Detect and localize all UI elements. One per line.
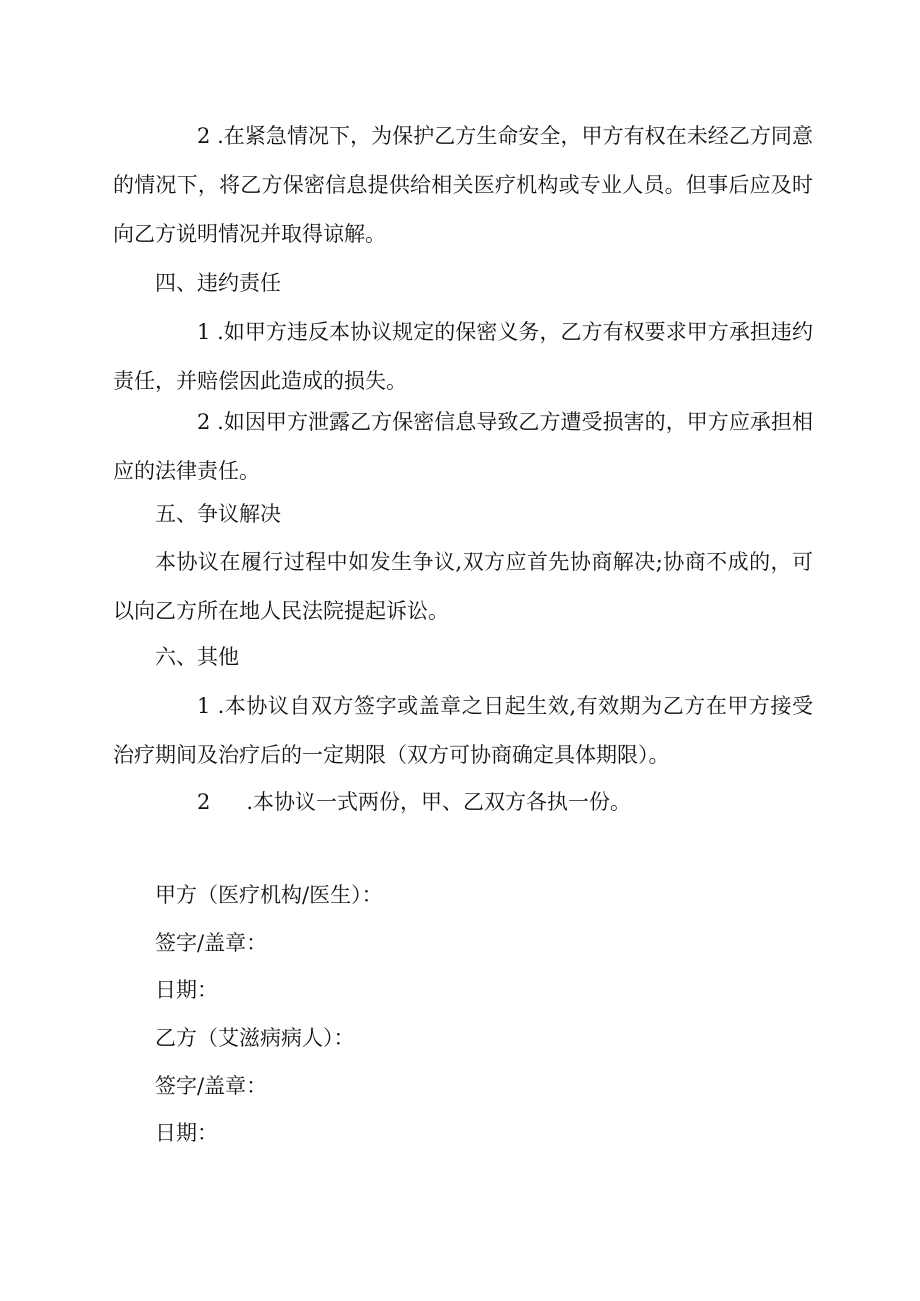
- clause-text: .在紧急情况下，为保护乙方生命安全，甲方有权在未经乙方同意的情况下，将乙方保密信息提供给相关医疗机构或专业人员。但事后应及时向乙方说明情况并取得谅解。: [113, 124, 813, 246]
- party-a-sign: 签字/盖章：: [155, 931, 268, 955]
- clause-text: .如甲方违反本协议规定的保密义务，乙方有权要求甲方承担违约责任，并赔偿因此造成的损失。: [113, 320, 813, 393]
- clause-number: 2: [197, 410, 211, 434]
- clause-number: 1: [197, 320, 211, 344]
- clause-6-1: [113, 682, 813, 780]
- section-5-text: 本协议在履行过程中如发生争议,双方应首先协商解决;协商不成的，可以向乙方所在地人民法院提起诉讼。: [113, 550, 813, 623]
- clause-number: 2: [197, 124, 211, 148]
- clause-4-1: [113, 308, 813, 406]
- party-a-label: 甲方（医疗机构/医生）：: [155, 883, 383, 907]
- party-b-date: 日期：: [155, 1121, 218, 1145]
- clause-text: .如因甲方泄露乙方保密信息导致乙方遭受损害的，甲方应承担相应的法律责任。: [113, 410, 813, 483]
- clause-text: .本协议一式两份，甲、乙双方各执一份。: [246, 790, 632, 814]
- party-b-sign: 签字/盖章：: [155, 1074, 268, 1098]
- party-b-label: 乙方（艾滋病病人）：: [155, 1026, 355, 1050]
- clause-4-2: [113, 398, 813, 496]
- party-a-date: 日期：: [155, 978, 218, 1002]
- section-5-heading: 五、争议解决: [155, 502, 281, 526]
- clause-text: .本协议自双方签字或盖章之日起生效,有效期为乙方在甲方接受治疗期间及治疗后的一定期限（双方可协商确定具体期限）。: [113, 694, 813, 767]
- section-4-heading: 四、违约责任: [155, 271, 281, 295]
- clause-3-2: [113, 112, 813, 259]
- clause-6-2: [113, 778, 813, 827]
- clause-number: 2: [197, 790, 211, 814]
- section-6-heading: 六、其他: [155, 645, 239, 669]
- clause-number: 1: [197, 694, 211, 718]
